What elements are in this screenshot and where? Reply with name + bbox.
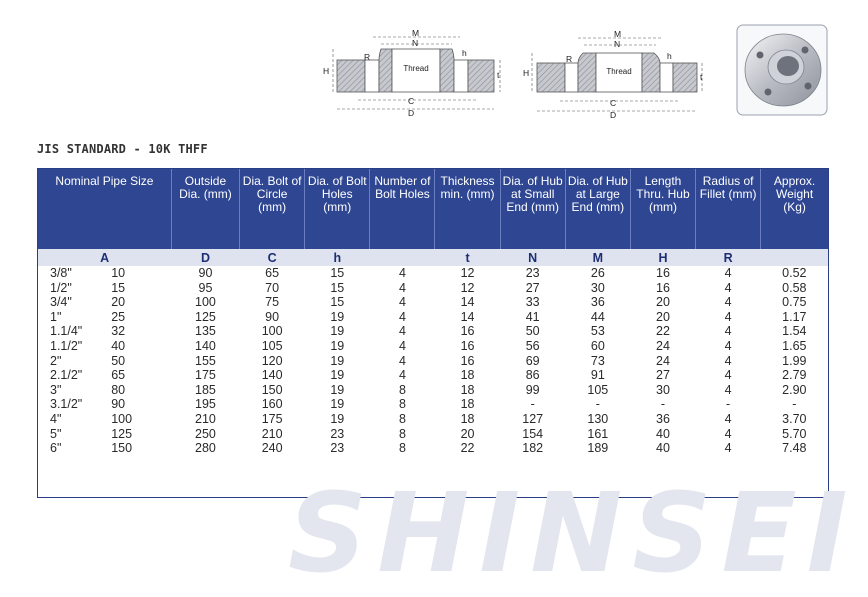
table-cell: 100 — [261, 324, 283, 339]
label-C-1: C — [408, 96, 415, 106]
table-row — [38, 383, 828, 398]
pipe-size-inch-cell: 1.1/2" — [50, 338, 83, 353]
table-cell: 15 — [330, 280, 345, 295]
table-cell: 125 — [195, 309, 216, 324]
table-cell: 280 — [195, 441, 216, 456]
table-cell: 250 — [195, 426, 216, 441]
pipe-size-inch-cell: 1/2" — [50, 280, 72, 295]
label-h-1: h — [462, 48, 467, 58]
table-cell: 86 — [525, 368, 540, 383]
symbol-cell: C — [240, 249, 305, 266]
symbol-cell: t — [435, 249, 500, 266]
table-cell: 4 — [398, 324, 406, 339]
table-cell: 160 — [261, 397, 283, 412]
table-cell: 53 — [590, 324, 605, 339]
table-cell: 40 — [656, 426, 670, 441]
table-cell: 1.54 — [782, 324, 807, 339]
table-cell: 4 — [724, 426, 732, 441]
table-cell: - — [595, 397, 600, 412]
pipe-size-mm-cell: 125 — [111, 426, 133, 441]
table-cell: 20 — [656, 295, 670, 310]
table-row — [38, 281, 828, 296]
label-C-2: C — [610, 98, 617, 108]
flange-diagrams — [0, 0, 868, 135]
table-cell: 19 — [330, 353, 345, 368]
symbol-cell — [761, 249, 828, 266]
header-row — [38, 169, 828, 249]
table-cell: 75 — [265, 295, 280, 310]
table-cell: 154 — [522, 426, 544, 441]
table-cell: 18 — [460, 382, 475, 397]
pipe-size-mm-cell: 20 — [111, 295, 126, 310]
pipe-size-inch-cell: 3/4" — [50, 295, 72, 310]
label-R-2: R — [566, 54, 573, 64]
table-cell: 41 — [525, 309, 540, 324]
table-cell: 20 — [460, 426, 475, 441]
table-cell: 15 — [330, 266, 345, 280]
table-cell: - — [530, 397, 535, 412]
flange-section-diagram-1 — [323, 28, 500, 118]
table-cell: 140 — [195, 338, 216, 353]
label-H-2: H — [523, 68, 530, 78]
table-cell: 105 — [587, 382, 609, 397]
table-cell: 24 — [656, 353, 670, 368]
header-hub-small-end: Dia. of Hub at Small End (mm) — [500, 169, 565, 249]
label-R-1: R — [364, 52, 371, 62]
pipe-size-inch-cell: 4" — [50, 411, 62, 426]
table-cell: 4 — [398, 266, 406, 280]
label-H-1: H — [323, 66, 330, 76]
table-cell: 175 — [261, 411, 283, 426]
label-D-2: D — [610, 110, 617, 120]
pipe-size-mm-cell: 80 — [111, 382, 126, 397]
table-cell: 210 — [195, 411, 216, 426]
thread-label-1: Thread — [403, 64, 429, 73]
table-cell: 4 — [724, 280, 732, 295]
symbol-cell — [370, 249, 435, 266]
pipe-size-inch-cell: 1.1/4" — [50, 324, 83, 339]
label-t-2: t — [700, 72, 703, 82]
table-cell: 19 — [330, 309, 345, 324]
header-dia-bolt-circle: Dia. Bolt of Circle (mm) — [240, 169, 305, 249]
pipe-size-mm-cell: 15 — [111, 280, 126, 295]
table-cell: 4 — [724, 309, 732, 324]
table-cell: 8 — [398, 397, 406, 412]
pipe-size-inch-cell: 5" — [50, 426, 62, 441]
pipe-size-mm-cell: 10 — [111, 266, 126, 280]
table-cell: 4 — [724, 411, 732, 426]
pipe-size-inch-cell: 2.1/2" — [50, 368, 83, 383]
table-row — [38, 427, 828, 442]
section-title: JIS STANDARD - 10K THFF — [37, 142, 208, 156]
table-cell: 0.58 — [782, 280, 807, 295]
table-cell: 0.52 — [782, 266, 807, 280]
label-t-1: t — [497, 70, 500, 80]
watermark-text: SHINSEI — [288, 469, 858, 597]
table-cell: 127 — [522, 411, 544, 426]
table-cell: 60 — [590, 338, 605, 353]
table-row — [38, 397, 828, 412]
table-cell: 36 — [590, 295, 605, 310]
table-cell: 155 — [195, 353, 216, 368]
table-cell: 70 — [265, 280, 280, 295]
table-cell: 18 — [460, 368, 475, 383]
table-cell: 99 — [525, 382, 540, 397]
header-thickness: Thickness min. (mm) — [435, 169, 500, 249]
table-cell: 20 — [656, 309, 670, 324]
table-cell: 16 — [656, 280, 670, 295]
table-cell: 69 — [525, 353, 540, 368]
table-cell: 189 — [587, 441, 609, 456]
label-M-1: M — [412, 28, 420, 38]
symbol-row — [38, 249, 828, 266]
thread-label-2: Thread — [606, 67, 632, 76]
table-cell: 15 — [330, 295, 345, 310]
pipe-size-mm-cell: 25 — [111, 309, 126, 324]
table-cell: 19 — [330, 338, 345, 353]
table-cell: 120 — [261, 353, 283, 368]
table-cell: - — [792, 397, 797, 412]
table-cell: 26 — [590, 266, 605, 280]
table-cell: 50 — [525, 324, 540, 339]
table-cell: 16 — [460, 353, 475, 368]
table-cell: 4 — [398, 309, 406, 324]
header-dia-bolt-holes: Dia. of Bolt Holes (mm) — [305, 169, 370, 249]
table-cell: 90 — [265, 309, 280, 324]
table-cell: 150 — [261, 382, 283, 397]
table-cell: 4 — [724, 324, 732, 339]
table-cell: 91 — [590, 368, 605, 383]
table-cell: 4 — [724, 266, 732, 280]
table-cell: 19 — [330, 324, 345, 339]
table-cell: 182 — [522, 441, 544, 456]
table-cell: 4 — [724, 382, 732, 397]
table-cell: 161 — [587, 426, 609, 441]
label-D-1: D — [408, 108, 415, 118]
flange-product-photo — [737, 25, 827, 115]
table-cell: 100 — [195, 295, 216, 310]
pipe-size-mm-cell: 65 — [111, 368, 126, 383]
pipe-size-mm-cell: 100 — [111, 411, 133, 426]
table-cell: 22 — [656, 324, 670, 339]
table-cell: 24 — [656, 338, 670, 353]
table-cell: 19 — [330, 382, 345, 397]
table-cell: 30 — [590, 280, 605, 295]
table-cell: 23 — [330, 441, 345, 456]
header-length-thru-hub: Length Thru. Hub (mm) — [630, 169, 695, 249]
table-cell: 65 — [265, 266, 280, 280]
pipe-size-mm-cell: 50 — [111, 353, 126, 368]
table-cell: 40 — [656, 441, 670, 456]
table-cell: 56 — [525, 338, 540, 353]
pipe-size-mm-cell: 90 — [111, 397, 126, 412]
table-cell: 33 — [525, 295, 540, 310]
table-cell: 73 — [590, 353, 605, 368]
table-cell: 4 — [398, 368, 406, 383]
pipe-size-inch-cell: 2" — [50, 353, 62, 368]
table-cell: 16 — [656, 266, 670, 280]
table-cell: 4 — [398, 295, 406, 310]
table-cell: - — [660, 397, 666, 412]
table-cell: 105 — [261, 338, 283, 353]
table-cell: 4 — [724, 441, 732, 456]
table-cell: 12 — [460, 266, 475, 280]
table-cell: 22 — [460, 441, 475, 456]
table-row — [38, 412, 828, 427]
table-cell: 36 — [656, 411, 670, 426]
table-cell: 8 — [398, 426, 406, 441]
table-cell: 1.99 — [782, 353, 807, 368]
table-cell: 18 — [460, 397, 475, 412]
symbol-cell: H — [630, 249, 695, 266]
table-cell: 19 — [330, 397, 345, 412]
table-row — [38, 354, 828, 369]
header-hub-large-end: Dia. of Hub at Large End (mm) — [565, 169, 630, 249]
table-cell: 2.79 — [782, 368, 807, 383]
table-cell: 5.70 — [782, 426, 807, 441]
table-cell: 4 — [398, 353, 406, 368]
symbol-cell: A — [38, 249, 171, 266]
table-cell: 19 — [330, 411, 345, 426]
pipe-size-inch-cell: 6" — [50, 441, 62, 456]
pipe-size-mm-cell: 40 — [111, 338, 126, 353]
table-row — [38, 324, 828, 339]
symbol-cell: R — [696, 249, 761, 266]
pipe-size-mm-cell: 150 — [111, 441, 133, 456]
table-cell: 240 — [261, 441, 283, 456]
label-M-2: M — [614, 29, 622, 39]
table-cell: 12 — [460, 280, 475, 295]
table-row — [38, 441, 828, 456]
table-cell: 4 — [724, 353, 732, 368]
symbol-cell: D — [171, 249, 239, 266]
header-number-bolt-holes: Number of Bolt Holes — [370, 169, 435, 249]
table-cell: 90 — [198, 266, 213, 280]
table-row — [38, 368, 828, 383]
pipe-size-inch-cell: 3.1/2" — [50, 397, 83, 412]
flange-section-diagram-2 — [523, 29, 703, 120]
pipe-size-inch-cell: 3/8" — [50, 266, 72, 280]
pipe-size-inch-cell: 3" — [50, 382, 62, 397]
label-N-1: N — [412, 38, 419, 48]
table-cell: 14 — [460, 295, 475, 310]
table-cell: 30 — [656, 382, 670, 397]
table-cell: 16 — [460, 324, 475, 339]
flange-spec-table — [37, 168, 858, 597]
table-cell: 4 — [398, 338, 406, 353]
table-cell: 4 — [724, 368, 732, 383]
table-cell: 140 — [261, 368, 283, 383]
table-cell: 1.65 — [782, 338, 807, 353]
header-approx-weight: Approx. Weight (Kg) — [761, 169, 828, 249]
table-cell: 175 — [195, 368, 216, 383]
table-cell: 16 — [460, 338, 475, 353]
table-body — [38, 266, 828, 456]
table-cell: 4 — [724, 295, 732, 310]
header-nominal-pipe-size: Nominal Pipe Size — [38, 169, 171, 249]
table-cell: 23 — [330, 426, 345, 441]
table-cell: 3.70 — [782, 411, 807, 426]
table-cell: 2.90 — [782, 382, 807, 397]
table-cell: 8 — [398, 382, 406, 397]
table-cell: 8 — [398, 441, 406, 456]
table-cell: - — [726, 397, 731, 412]
table-cell: 27 — [525, 280, 540, 295]
symbol-cell: M — [565, 249, 630, 266]
table-cell: 130 — [587, 411, 609, 426]
symbol-cell: N — [500, 249, 565, 266]
table-cell: 8 — [398, 411, 406, 426]
pipe-size-inch-cell: 1" — [50, 309, 62, 324]
pipe-size-mm-cell: 32 — [111, 324, 126, 339]
table-cell: 135 — [195, 324, 216, 339]
table-row — [38, 295, 828, 310]
symbol-cell: h — [305, 249, 370, 266]
header-radius-fillet: Radius of Fillet (mm) — [696, 169, 761, 249]
table-cell: 23 — [525, 266, 540, 280]
table-cell: 7.48 — [782, 441, 807, 456]
table-cell: 185 — [195, 382, 216, 397]
table-cell: 18 — [460, 411, 475, 426]
header-outside-dia: Outside Dia. (mm) — [171, 169, 239, 249]
table-cell: 14 — [460, 309, 475, 324]
table-cell: 19 — [330, 368, 345, 383]
table-row — [38, 339, 828, 354]
label-N-2: N — [614, 39, 621, 49]
table-cell: 95 — [198, 280, 213, 295]
label-h-2: h — [667, 51, 672, 61]
table-cell: 195 — [195, 397, 216, 412]
table-row — [38, 310, 828, 325]
table-cell: 4 — [398, 280, 406, 295]
table-cell: 27 — [656, 368, 670, 383]
table-cell: 4 — [724, 338, 732, 353]
table-cell: 44 — [590, 309, 605, 324]
table-row — [38, 266, 828, 281]
table-cell: 1.17 — [782, 309, 807, 324]
table-cell: 0.75 — [782, 295, 807, 310]
table-cell: 210 — [261, 426, 283, 441]
